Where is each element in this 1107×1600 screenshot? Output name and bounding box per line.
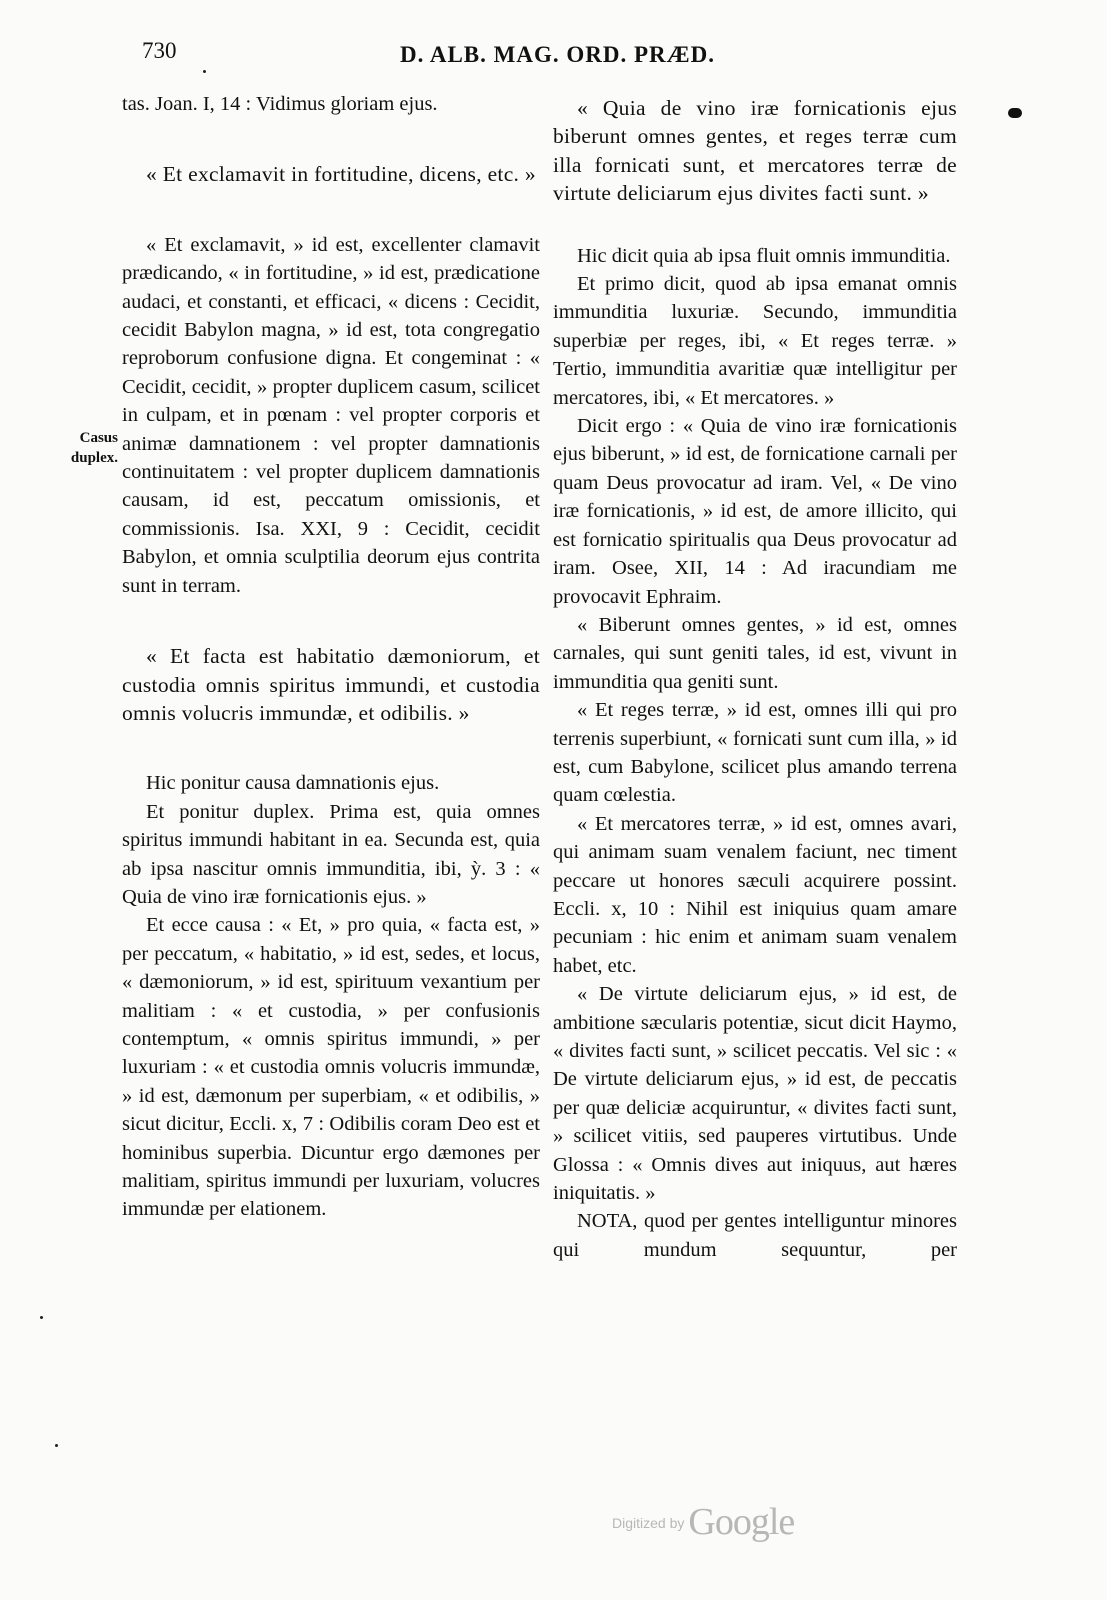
paragraph: tas. Joan. I, 14 : Vidimus gloriam ejus. [122,93,438,115]
paragraph: « Biberunt omnes gentes, » id est, omnes carnales, qui sunt geniti tales, id est, vivunt in immunditia qua geniti sunt. [553,613,957,693]
scripture-quote: « Et facta est habitatio dæmoniorum, et custodia omnis spiritus immundi, et custodia omnis volucris immundæ, et odibilis. » [122,644,540,725]
right-column [553,94,957,1264]
running-header [0,38,1107,78]
paragraph: « De virtute deliciarum ejus, » id est, de ambitione sæcularis potentiæ, sicut dicit Haymo, « divites facti sunt, » scilicet peccatis. Vel sic : « De virtute deliciarum ejus, » id est, de peccatis per quæ deliciæ acquiruntur, « divites facti sunt, » scilicet vitiis, sed pauperes virtutibus. Unde Glossa : « Omnis dives aut iniquus, aut hæres iniquitatis. » [553,983,957,1205]
paragraph: Hic dicit quia ab ipsa fluit omnis immunditia. [577,244,951,267]
paragraph: Et ponitur duplex. Prima est, quia omnes spiritus immundi habitant in ea. Secunda est, quia ab ipsa nascitur omnis immunditia, ibi, ỳ. 3 : « Quia de vino iræ fornicationis ejus. » [122,800,540,908]
running-title: D. ALB. MAG. ORD. PRÆD. [400,42,715,67]
speck [55,1444,58,1447]
paragraph: « Et mercatores terræ, » id est, omnes avari, qui animam suam venalem faciunt, nec timent peccare ut honores sæculi acquirere possint. Eccli. x, 10 : Nihil est iniquius quam amare pecuniam : hic enim et animam suam venalem habet, etc. [553,812,957,977]
google-logo: Google [688,1501,795,1543]
paragraph: Et ecce causa : « Et, » pro quia, « facta est, » per peccatum, « habitatio, » id est, sedes, et locus, « dæmoniorum, » id est, spirituum vexantium per malitiam : « et custodia, » per confusionis contemptum, « omnis spiritus immundi, » per luxuriam : « et custodia omnis volucris immundæ, » id est, dæmonum per superbiam, « et odibilis, » sicut dicitur, Eccli. x, 7 : Odibilis coram Deo est et hominibus superbia. Dicuntur ergo dæmones per malitiam, spiritus immundi per luxuriam, volucres immundæ per elationem. [122,914,540,1221]
paragraph: Hic ponitur causa damnationis ejus. [146,772,440,795]
paragraph: NOTA, quod per gentes intelliguntur minores qui mundum sequuntur, per [553,1210,957,1261]
left-column [122,90,540,1224]
paragraph: « Et exclamavit, » id est, excellenter clamavit prædicando, « in fortitudine, » id est, prædicatione audaci, et constanti, et efficaci, « dicens : Cecidit, cecidit Babylon magna, » id est, tota congregatio reproborum confusione digna. Et congeminat : « Cecidit, cecidit, » propter duplicem casum, scilicet in culpam, et in pœnam : vel propter corporis et animæ damnationem : vel propter damnationis continuitatem : vel propter duplicem damnationis causam, id est, peccatum omissionis, et commissionis. Isa. XXI, 9 : Cecidit, cecidit Babylon, et omnia sculptilia deorum ejus contrita sunt in terram. [122,233,540,597]
speck [203,70,206,73]
digitized-label: Digitized by [612,1515,685,1531]
paragraph: Et primo dicit, quod ab ipsa emanat omnis immunditia luxuriæ. Secundo, immunditia superbiæ per reges, ibi, « Et reges terræ. » Tertio, immunditia avaritiæ quæ intelligitur per mercatores, ibi, « Et mercatores. » [553,273,957,409]
paragraph: Dicit ergo : « Quia de vino iræ fornicationis ejus biberunt, » id est, de fornicatione carnali per quam Deus provocatur ad iram. Vel, « De vino iræ fornicationis, » id est, de amore illicito, qui est fornicatio spiritualis qua Deus provocatur ad iram. Osee, XII, 14 : Ad iracundiam me provocavit Ephraim. [553,415,957,608]
margin-note: Casus duplex. [70,430,118,466]
digitized-watermark [612,1500,794,1544]
page-number: 730 [142,38,177,63]
edge-mark [1008,108,1022,118]
scripture-quote: « Quia de vino iræ fornicationis ejus biberunt omnes gentes, et reges terræ cum illa fornicati sunt, et mercatores terræ de virtute deliciarum ejus divites facti sunt. » [553,96,957,206]
paragraph: « Et reges terræ, » id est, omnes illi qui pro terrenis superbiunt, « fornicati sunt cum illa, » id est, cum Babylone, scilicet plus amando terrena quam cœlestia. [553,699,957,807]
scripture-quote: « Et exclamavit in fortitudine, dicens, etc. » [146,162,536,187]
speck [40,1316,43,1319]
